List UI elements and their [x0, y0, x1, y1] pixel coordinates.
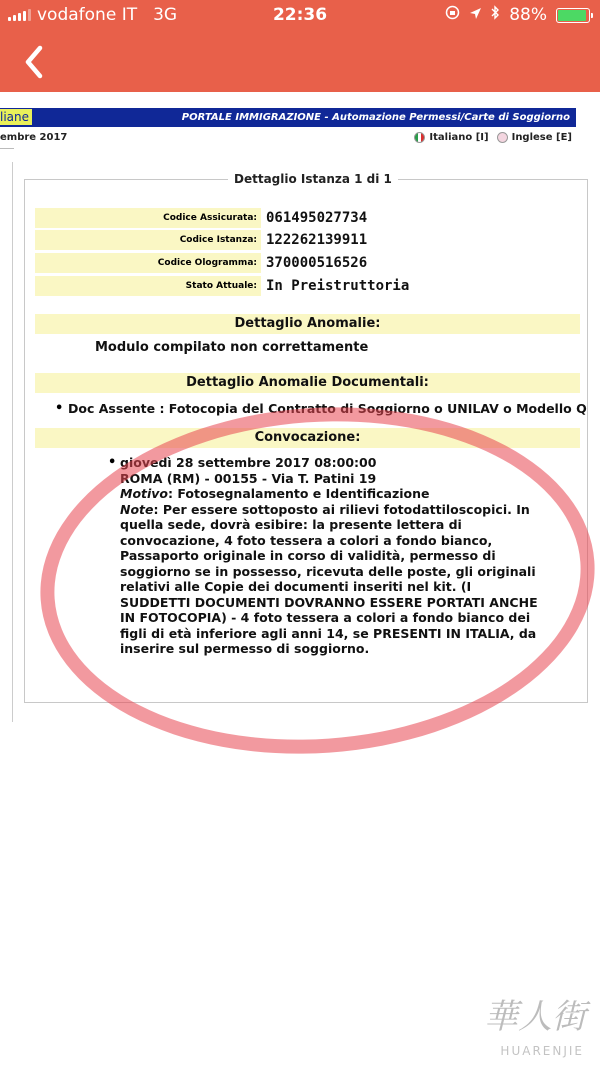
portal-title: PORTALE IMMIGRAZIONE - Automazione Permessi/Carte di Soggiorno: [181, 112, 570, 123]
field-value: 370000516526: [266, 255, 368, 271]
italy-flag-icon: [414, 132, 425, 143]
watermark-logo: 華人街: [484, 997, 586, 1037]
battery-percent: 88%: [509, 5, 547, 25]
anomalies-text: Modulo compilato non correttamente: [95, 340, 369, 355]
field-value: 061495027734: [266, 210, 368, 226]
status-right: [445, 5, 590, 25]
field-value: In Preistruttoria: [266, 278, 410, 294]
chevron-left-icon: [16, 42, 56, 82]
portal-header-band: [0, 108, 576, 127]
convocazione-motivo: [120, 486, 540, 502]
language-italian-link[interactable]: Italiano [I]: [429, 132, 489, 143]
field-value: 122262139911: [266, 232, 368, 248]
doc-anomalies-header: Dettaglio Anomalie Documentali:: [35, 373, 580, 393]
field-stato-attuale: [35, 276, 409, 296]
note-label: Note: [120, 501, 154, 517]
motivo-text: : Fotosegnalamento e Identificazione: [168, 486, 430, 501]
detail-legend: Dettaglio Istanza 1 di 1: [228, 172, 398, 186]
anomalies-header: Dettaglio Anomalie:: [35, 314, 580, 334]
web-page: [0, 92, 600, 1068]
field-codice-assicurata: [35, 208, 367, 228]
note-text: : Per essere sottoposto ai rilievi fotodattiloscopici. In quella sede, dovrà esibire: la presente lettera di convocazione, 4 foto tessera a colori a fondo bianco, Passaporto originale in corso di validità, permesso di soggiorno se in possesso, ricevuta delle poste, gli originali relativi alle Copie dei documenti inseriti nel kit. (I SUDDETTI DOCUMENTI DOVRANNO ESSERE PORTATI ANCHE IN FOTOCOPIA) - 4 foto tessera a colori a fondo bianco dei figli di età inferiore agli anni 14, se PRESENTI IN ITALIA, da inserire sul permesso di soggiorno.: [120, 501, 538, 656]
field-label: Codice Ologramma:: [35, 253, 261, 273]
battery-icon: [556, 8, 590, 23]
convocazione-header: Convocazione:: [35, 428, 580, 448]
field-codice-ologramma: [35, 253, 367, 273]
list-bullet: •: [55, 401, 64, 416]
language-selector: [414, 132, 572, 143]
portal-nav-fragment[interactable]: liane: [0, 109, 32, 125]
clock: 22:36: [272, 5, 328, 25]
field-label: Codice Assicurata:: [35, 208, 261, 228]
left-border-line: [12, 162, 13, 722]
convocazione-details: [120, 455, 540, 657]
language-english-link[interactable]: Inglese [E]: [511, 132, 572, 143]
motivo-label: Motivo: [120, 486, 169, 501]
field-label: Codice Istanza:: [35, 230, 261, 250]
back-button[interactable]: [16, 42, 56, 82]
convocazione-note: [120, 502, 540, 657]
status-bar: [0, 0, 600, 32]
lock-rotation-icon: [445, 5, 460, 25]
bluetooth-icon: [491, 5, 500, 25]
uk-flag-icon: [497, 132, 508, 143]
field-codice-istanza: [35, 230, 367, 250]
navigation-bar: [0, 32, 600, 92]
list-bullet: •: [108, 455, 117, 470]
divider: [0, 148, 14, 149]
doc-anomaly-item: Doc Assente : Fotocopia del Contratto di Soggiorno o UNILAV o Modello Q: [68, 401, 587, 416]
convocazione-address: ROMA (RM) - 00155 - Via T. Patini 19: [120, 470, 377, 486]
location-icon: [469, 5, 482, 25]
network-type: 3G: [153, 5, 178, 25]
field-label: Stato Attuale:: [35, 276, 261, 296]
date-fragment: embre 2017: [0, 132, 68, 143]
carrier-name: vodafone IT: [37, 5, 138, 25]
convocazione-datetime: giovedì 28 settembre 2017 08:00:00: [120, 455, 377, 470]
watermark-text: HUARENJIE: [500, 1044, 584, 1058]
